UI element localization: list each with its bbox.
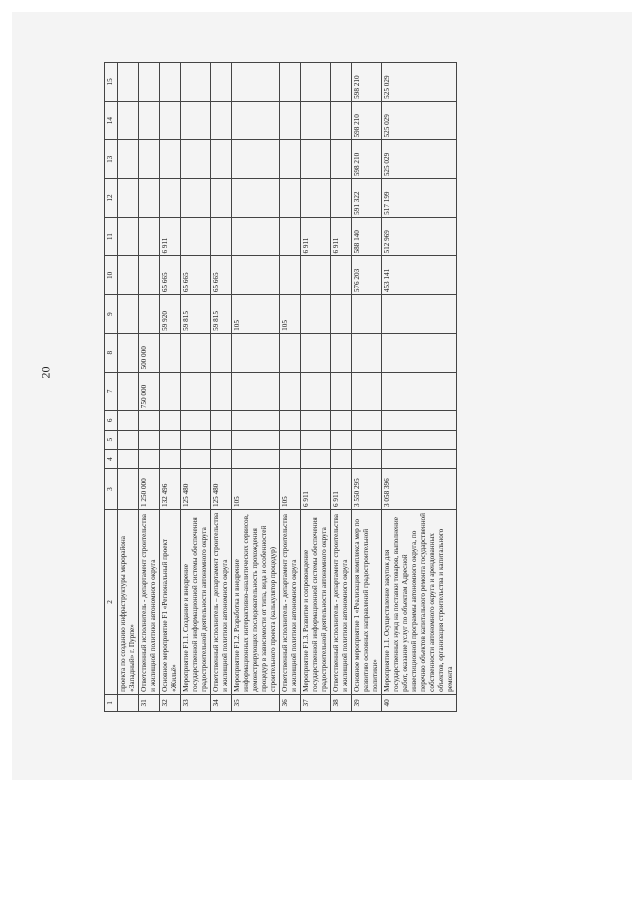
value-cell <box>139 430 160 449</box>
value-cell <box>211 449 232 468</box>
column-header: 7 <box>105 372 118 411</box>
value-cell <box>232 179 280 218</box>
value-cell <box>211 101 232 140</box>
value-cell <box>160 411 181 430</box>
value-cell <box>331 179 352 218</box>
table-row <box>331 63 352 712</box>
column-header: 14 <box>105 101 118 140</box>
value-cell: 512 969 <box>382 217 457 256</box>
header-row <box>105 63 118 712</box>
value-cell <box>139 411 160 430</box>
column-header: 6 <box>105 411 118 430</box>
value-cell <box>160 449 181 468</box>
row-description: Мероприятие 1.1. Осуществление закупок для государственных нужд на поставки товаров, выполнение работ, оказание услуг по объектам Адресной инвестиционной программы автономного округа, по перечню объектов капитального ремонта государственной собственности автономного округа и арендованных объектов, организация строительства и капитального ремонта <box>382 510 457 695</box>
value-cell: 6 911 <box>301 469 331 510</box>
value-cell <box>382 372 457 411</box>
value-cell <box>160 101 181 140</box>
value-cell: 125 480 <box>181 469 211 510</box>
value-cell <box>139 295 160 334</box>
row-description: проекта по созданию инфраструктуры мкрорайона «Западный» г. Пурпе» <box>118 510 139 695</box>
row-number: 38 <box>331 694 352 711</box>
row-description: Ответственный исполнитель - департамент строительства и жилищной политики автономного округа <box>280 510 301 695</box>
row-number: 39 <box>352 694 382 711</box>
value-cell <box>382 333 457 372</box>
value-cell <box>352 449 382 468</box>
value-cell <box>160 372 181 411</box>
value-cell <box>160 140 181 179</box>
page-margin <box>0 780 640 905</box>
value-cell <box>280 63 301 102</box>
row-number: 32 <box>160 694 181 711</box>
table-row <box>118 63 139 712</box>
value-cell: 105 <box>232 295 280 334</box>
column-header: 10 <box>105 256 118 295</box>
value-cell <box>331 449 352 468</box>
row-number: 36 <box>280 694 301 711</box>
value-cell <box>280 449 301 468</box>
row-number <box>118 694 139 711</box>
value-cell <box>211 333 232 372</box>
value-cell: 525 029 <box>382 140 457 179</box>
column-header: 5 <box>105 430 118 449</box>
value-cell <box>118 217 139 256</box>
value-cell: 125 480 <box>211 469 232 510</box>
value-cell <box>118 333 139 372</box>
value-cell: 6 911 <box>331 469 352 510</box>
value-cell <box>301 101 331 140</box>
value-cell <box>160 430 181 449</box>
row-description: Основное мероприятие F1 «Региональный проект «Жильё» <box>160 510 181 695</box>
column-header: 2 <box>105 510 118 695</box>
value-cell <box>160 63 181 102</box>
value-cell <box>382 411 457 430</box>
value-cell <box>301 63 331 102</box>
value-cell <box>232 63 280 102</box>
table-row <box>301 63 331 712</box>
row-number: 40 <box>382 694 457 711</box>
value-cell <box>181 179 211 218</box>
value-cell <box>139 256 160 295</box>
value-cell <box>118 469 139 510</box>
row-description: Мероприятие F1.1. Создание и внедрение государственной информационной системы обеспечения градостроительной деятельности автономного округа <box>181 510 211 695</box>
row-description: Ответственный исполнитель - департамент строительства и жилищной политики автономного округа <box>331 510 352 695</box>
budget-table <box>104 62 457 712</box>
column-header: 8 <box>105 333 118 372</box>
value-cell <box>118 295 139 334</box>
row-description: Ответственный исполнитель – департамент строительства и жилищной политики автономного округа <box>211 510 232 695</box>
value-cell: 65 665 <box>181 256 211 295</box>
value-cell <box>382 295 457 334</box>
value-cell <box>118 63 139 102</box>
value-cell: 525 029 <box>382 63 457 102</box>
value-cell <box>118 140 139 179</box>
value-cell <box>181 430 211 449</box>
value-cell: 3 550 295 <box>352 469 382 510</box>
value-cell: 598 210 <box>352 63 382 102</box>
value-cell <box>280 430 301 449</box>
row-number: 37 <box>301 694 331 711</box>
value-cell <box>181 372 211 411</box>
value-cell <box>301 140 331 179</box>
column-header: 15 <box>105 63 118 102</box>
value-cell <box>232 140 280 179</box>
value-cell <box>301 256 331 295</box>
row-description: Мероприятие F1.2. Разработка и внедрение информационных интерактивно-аналитических сервисов, демонстрирующих последовательность прохождения процедур в зависимости от типа, вида и особенностей строительного проекта (калькулятор процедур) <box>232 510 280 695</box>
value-cell: 105 <box>280 469 301 510</box>
value-cell <box>352 430 382 449</box>
value-cell: 517 199 <box>382 179 457 218</box>
value-cell: 59 920 <box>160 295 181 334</box>
value-cell <box>181 101 211 140</box>
column-header: 3 <box>105 469 118 510</box>
row-description: Основное мероприятие 1 «Реализация комплекса мер по развитию основных направлений градостроительной политики» <box>352 510 382 695</box>
value-cell: 500 000 <box>139 333 160 372</box>
table-row <box>211 63 232 712</box>
row-number: 34 <box>211 694 232 711</box>
value-cell <box>331 63 352 102</box>
table-row <box>280 63 301 712</box>
value-cell: 598 210 <box>352 101 382 140</box>
value-cell <box>331 411 352 430</box>
value-cell <box>280 372 301 411</box>
value-cell <box>181 333 211 372</box>
value-cell <box>181 63 211 102</box>
value-cell: 59 815 <box>211 295 232 334</box>
value-cell <box>232 333 280 372</box>
value-cell <box>331 256 352 295</box>
table-row <box>181 63 211 712</box>
value-cell <box>211 140 232 179</box>
value-cell <box>352 333 382 372</box>
column-header: 11 <box>105 217 118 256</box>
value-cell: 3 058 396 <box>382 469 457 510</box>
column-header: 4 <box>105 449 118 468</box>
value-cell <box>301 179 331 218</box>
value-cell <box>139 179 160 218</box>
value-cell <box>118 430 139 449</box>
value-cell <box>118 411 139 430</box>
value-cell: 132 496 <box>160 469 181 510</box>
value-cell <box>211 217 232 256</box>
value-cell <box>211 430 232 449</box>
value-cell <box>181 449 211 468</box>
value-cell <box>181 140 211 179</box>
value-cell <box>280 179 301 218</box>
value-cell <box>211 411 232 430</box>
value-cell <box>160 333 181 372</box>
value-cell <box>139 449 160 468</box>
value-cell <box>139 63 160 102</box>
value-cell <box>232 217 280 256</box>
value-cell <box>331 140 352 179</box>
value-cell <box>118 449 139 468</box>
value-cell: 105 <box>232 469 280 510</box>
value-cell: 65 665 <box>211 256 232 295</box>
value-cell <box>280 411 301 430</box>
value-cell <box>280 101 301 140</box>
value-cell <box>280 217 301 256</box>
value-cell: 65 665 <box>160 256 181 295</box>
value-cell <box>232 101 280 140</box>
value-cell <box>301 430 331 449</box>
column-header: 13 <box>105 140 118 179</box>
row-number: 33 <box>181 694 211 711</box>
table-row <box>160 63 181 712</box>
value-cell <box>301 333 331 372</box>
value-cell <box>181 217 211 256</box>
table-row <box>352 63 382 712</box>
value-cell <box>232 256 280 295</box>
value-cell: 598 210 <box>352 140 382 179</box>
table-row <box>139 63 160 712</box>
value-cell <box>280 140 301 179</box>
row-number: 35 <box>232 694 280 711</box>
value-cell <box>301 449 331 468</box>
value-cell <box>301 372 331 411</box>
value-cell <box>118 256 139 295</box>
value-cell: 453 141 <box>382 256 457 295</box>
value-cell <box>280 256 301 295</box>
table-row <box>382 63 457 712</box>
row-description: Мероприятие F1.3. Развитие и сопровождение государственной информационной системы обеспечения градостроительной деятельности автономного округа <box>301 510 331 695</box>
page-number: 20 <box>38 366 53 379</box>
value-cell <box>232 372 280 411</box>
value-cell: 576 203 <box>352 256 382 295</box>
value-cell <box>139 101 160 140</box>
value-cell: 6 911 <box>160 217 181 256</box>
row-description: Ответственный исполнитель - департамент строительства и жилищной политики автономного округа <box>139 510 160 695</box>
value-cell: 6 911 <box>301 217 331 256</box>
value-cell <box>232 411 280 430</box>
value-cell: 1 250 000 <box>139 469 160 510</box>
value-cell <box>280 333 301 372</box>
value-cell <box>352 295 382 334</box>
value-cell <box>331 101 352 140</box>
value-cell: 6 911 <box>331 217 352 256</box>
value-cell: 105 <box>280 295 301 334</box>
value-cell <box>382 449 457 468</box>
value-cell <box>118 179 139 218</box>
value-cell: 525 029 <box>382 101 457 140</box>
value-cell: 59 815 <box>181 295 211 334</box>
value-cell: 591 322 <box>352 179 382 218</box>
value-cell <box>331 333 352 372</box>
value-cell: 750 000 <box>139 372 160 411</box>
value-cell <box>352 411 382 430</box>
row-number: 31 <box>139 694 160 711</box>
value-cell <box>232 430 280 449</box>
value-cell <box>139 217 160 256</box>
value-cell <box>118 372 139 411</box>
value-cell <box>352 372 382 411</box>
column-header: 12 <box>105 179 118 218</box>
value-cell <box>160 179 181 218</box>
value-cell <box>301 295 331 334</box>
value-cell <box>211 63 232 102</box>
value-cell <box>331 372 352 411</box>
value-cell <box>118 101 139 140</box>
value-cell <box>331 295 352 334</box>
table-row <box>232 63 280 712</box>
value-cell <box>181 411 211 430</box>
value-cell <box>211 179 232 218</box>
value-cell <box>301 411 331 430</box>
rotated-table-container <box>104 62 607 712</box>
column-header: 1 <box>105 694 118 711</box>
value-cell <box>211 372 232 411</box>
value-cell <box>382 430 457 449</box>
value-cell <box>139 140 160 179</box>
column-header: 9 <box>105 295 118 334</box>
value-cell: 588 140 <box>352 217 382 256</box>
value-cell <box>331 430 352 449</box>
value-cell <box>232 449 280 468</box>
